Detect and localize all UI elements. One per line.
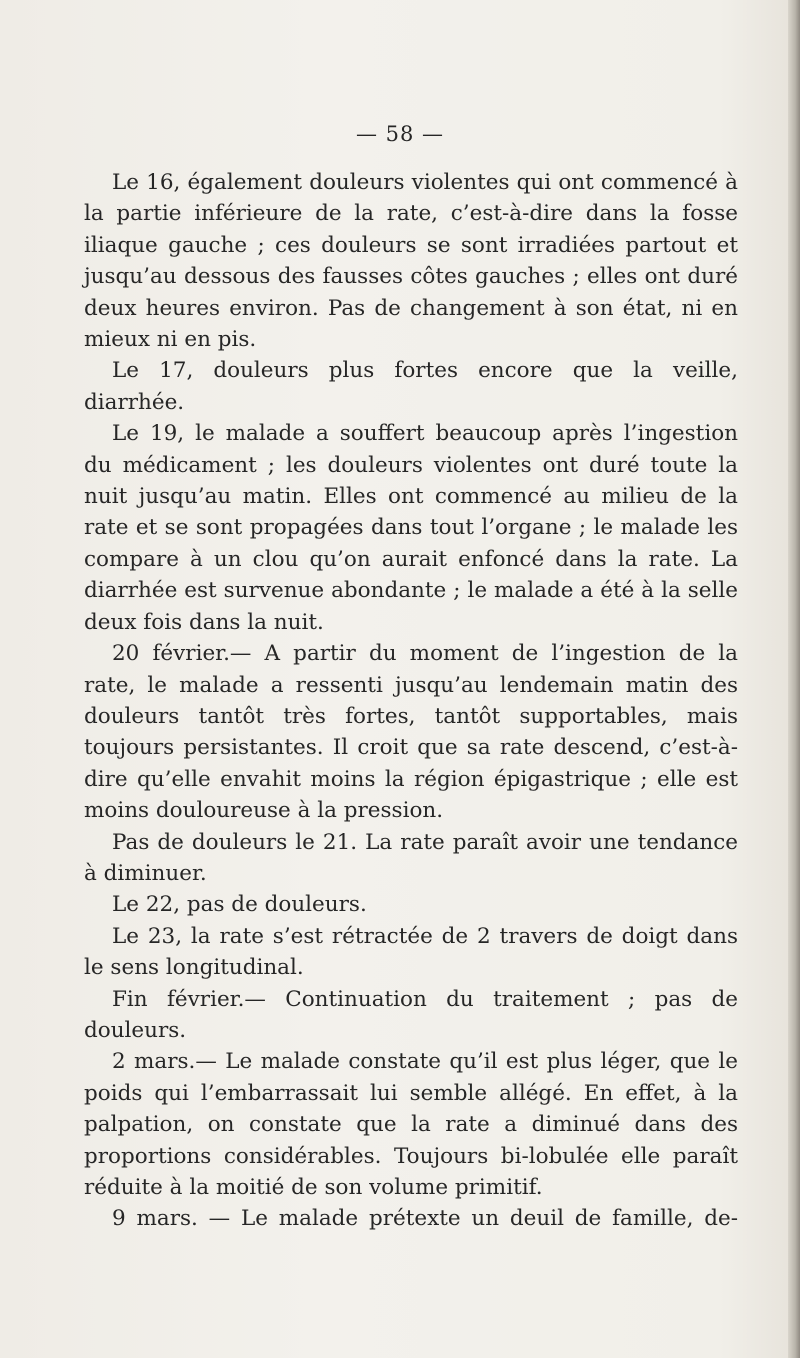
body-text	[84, 167, 738, 1235]
paragraph-20-fevrier: 20 février.— A partir du moment de l’ingestion de la rate, le malade a ressenti jusqu’au lendemain matin des douleurs tantôt très fortes, tantôt supportables, mais toujours persistantes. Il croit que sa rate descend, c’est-à-dire qu’elle envahit moins la région épigastrique ; elle est moins douloureuse à la pression.	[84, 641, 738, 824]
paragraph-19: Le 19, le malade a souffert beaucoup après l’ingestion du médicament ; les douleurs violentes ont duré toute la nuit jusqu’au matin. Elles ont commencé au milieu de la rate et se sont propagées dans tout l’organe ; le malade les compare à un clou qu’on aurait enfoncé dans la rate. La diarrhée est survenue abondante ; le malade a été à la selle deux fois dans la nuit.	[84, 421, 738, 635]
page-edge-shadow	[788, 0, 800, 1358]
paragraph-21: Pas de douleurs le 21. La rate paraît avoir une tendance à diminuer.	[84, 829, 738, 886]
page-number: — 58 —	[355, 122, 445, 146]
paragraph-22: Le 22, pas de douleurs.	[112, 892, 367, 918]
paragraph-16: Le 16, également douleurs violentes qui ont commencé à la partie inférieure de la rate, c’est-à-dire dans la fosse iliaque gauche ; ces douleurs se sont irradiées partout et jusqu’au dessous des fausses côtes gauches ; elles ont duré deux heures environ. Pas de changement à son état, ni en mieux ni en pis.	[84, 170, 738, 353]
paragraph-2-mars: 2 mars.— Le malade constate qu’il est plus léger, que le poids qui l’embarrassait lui semble allégé. En effet, à la palpation, on constate que la rate a diminué dans des proportions considérables. Toujours bi-lobulée elle paraît réduite à la moitié de son volume primitif.	[84, 1049, 738, 1200]
paragraph-fin-fevrier: Fin février.— Continuation du traitement ; pas de douleurs.	[84, 986, 738, 1043]
paragraph-9-mars: 9 mars. — Le malade prétexte un deuil de famille, de-	[112, 1206, 738, 1232]
paragraph-17: Le 17, douleurs plus fortes encore que la veille, diarrhée.	[84, 358, 738, 415]
paragraph-23: Le 23, la rate s’est rétractée de 2 travers de doigt dans le sens longitudinal.	[84, 923, 738, 981]
